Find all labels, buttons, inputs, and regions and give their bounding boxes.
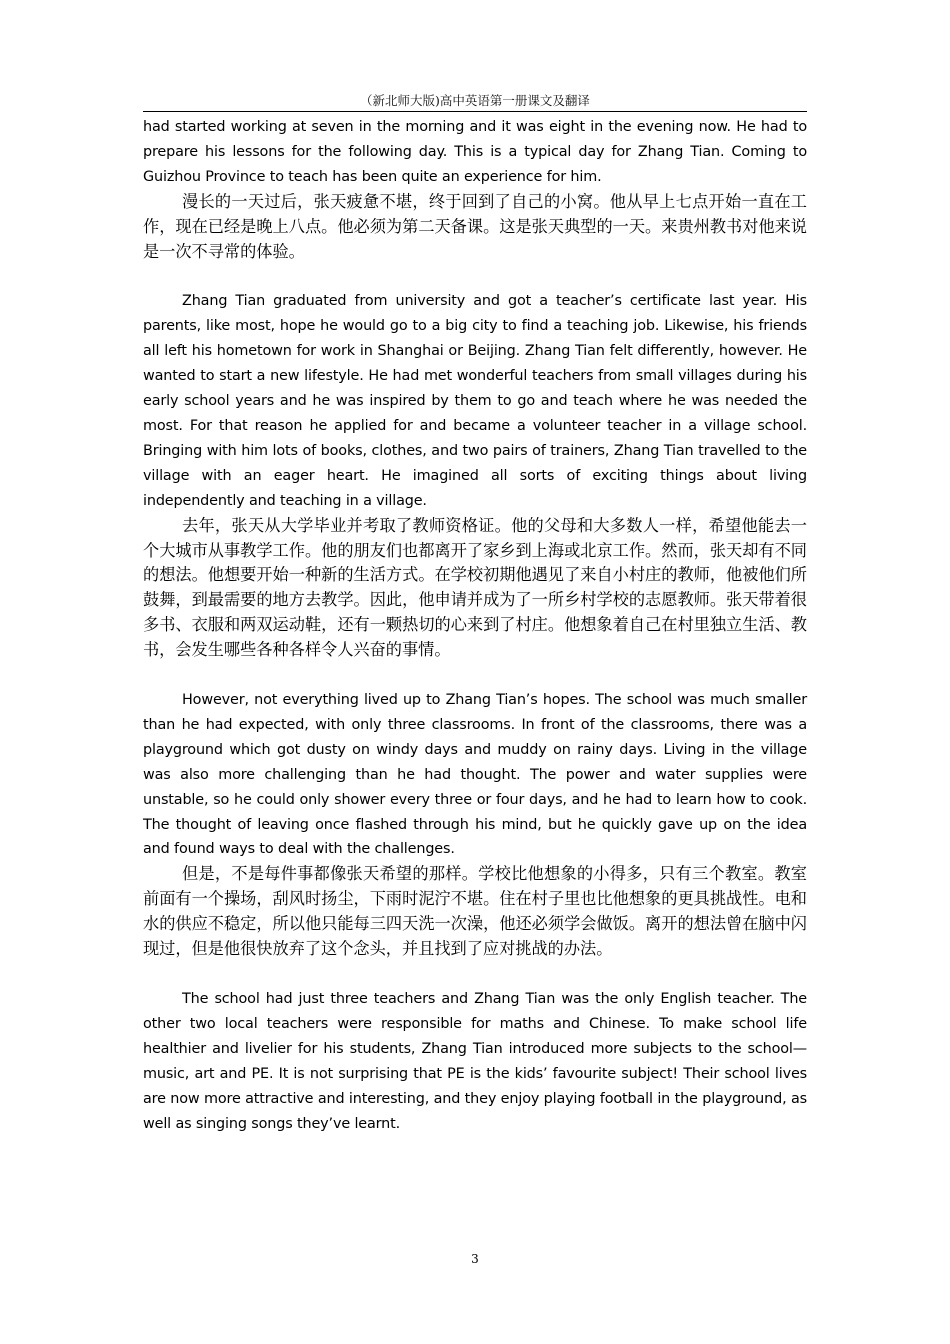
paragraph-2-english: Zhang Tian graduated from university and got a teacher’s certificate last year. His parents, like most, hope he would go to a big city to find a teaching job. Likewise, his friends all left his hometown for work in Shanghai or Beijing. Zhang Tian felt differently, however. He wanted to start a new lifestyle. He had met wonderful teachers from small villages during his early school years and he was inspired by them to go and teach where he was needed the most. For that reason he applied for and became a volunteer teacher in a village school. Bringing with him lots of books, clothes, and two pairs of trainers, Zhang Tian travelled to the village with an eager heart. He imagined all sorts of exciting things about living independently and teaching in a village. bbox=[143, 293, 807, 509]
paragraph-4-english: The school had just three teachers and Zhang Tian was the only English teacher. The other two local teachers were responsible for maths and Chinese. To make school life healthier and livelier for his students, Zhang Tian introduced more subjects to the school—music, art and PE. It is not surprising that PE is the kids’ favourite subject! Their school lives are now more attractive and interesting, and they enjoy playing football in the playground, as well as singing songs they’ve learnt. bbox=[143, 991, 807, 1132]
page-number: 3 bbox=[471, 1252, 479, 1266]
paragraph-3-english: However, not everything lived up to Zhang Tian’s hopes. The school was much smaller than he had expected, with only three classrooms. In front of the classrooms, there was a playground which got dusty on windy days and muddy on rainy days. Living in the village was also more challenging than he had thought. The power and water supplies were unstable, so he could only shower every three or four days, and he had to learn how to cook. The thought of leaving once flashed through his mind, but he quickly gave up on the idea and found ways to deal with the challenges. bbox=[143, 692, 807, 858]
document-body bbox=[143, 115, 807, 1136]
header-divider bbox=[143, 111, 807, 112]
paragraph-2-chinese: 去年，张天从大学毕业并考取了教师资格证。他的父母和大多数人一样，希望他能去一个大城市从事教学工作。他的朋友们也都离开了家乡到上海或北京工作。然而，张天却有不同的想法。他想要开始一种新的生活方式。在学校初期他遇见了来自小村庄的教师，他被他们所鼓舞，到最需要的地方去教学。因此，他申请并成为了一所乡村学校的志愿教师。张天带着很多书、衣服和两双运动鞋，还有一颗热切的心来到了村庄。他想象着自己在村里独立生活、教书，会发生哪些各种各样令人兴奋的事情。 bbox=[143, 515, 807, 660]
paragraph-1-english: had started working at seven in the morning and it was eight in the evening now. He had to prepare his lessons for the following day. This is a typical day for Zhang Tian. Coming to Guizhou Province to teach has been quite an experience for him. bbox=[143, 119, 807, 185]
paragraph-1-chinese: 漫长的一天过后，张天疲惫不堪，终于回到了自己的小窝。他从早上七点开始一直在工作，现在已经是晚上八点。他必须为第二天备课。这是张天典型的一天。来贵州教书对他来说是一次不寻常的体验。 bbox=[143, 191, 807, 261]
paragraph-spacer bbox=[143, 264, 807, 289]
paragraph-3-chinese: 但是，不是每件事都像张天希望的那样。学校比他想象的小得多，只有三个教室。教室前面有一个操场，刮风时扬尘，下雨时泥泞不堪。住在村子里也比他想象的更具挑战性。电和水的供应不稳定，所以他只能每三四天洗一次澡，他还必须学会做饭。离开的想法曾在脑中闪现过，但是他很快放弃了这个念头，并且找到了应对挑战的办法。 bbox=[143, 864, 807, 959]
paragraph-spacer bbox=[143, 962, 807, 987]
paragraph-spacer bbox=[143, 663, 807, 688]
page-header-title: （新北师大版)高中英语第一册课文及翻译 bbox=[360, 93, 590, 108]
